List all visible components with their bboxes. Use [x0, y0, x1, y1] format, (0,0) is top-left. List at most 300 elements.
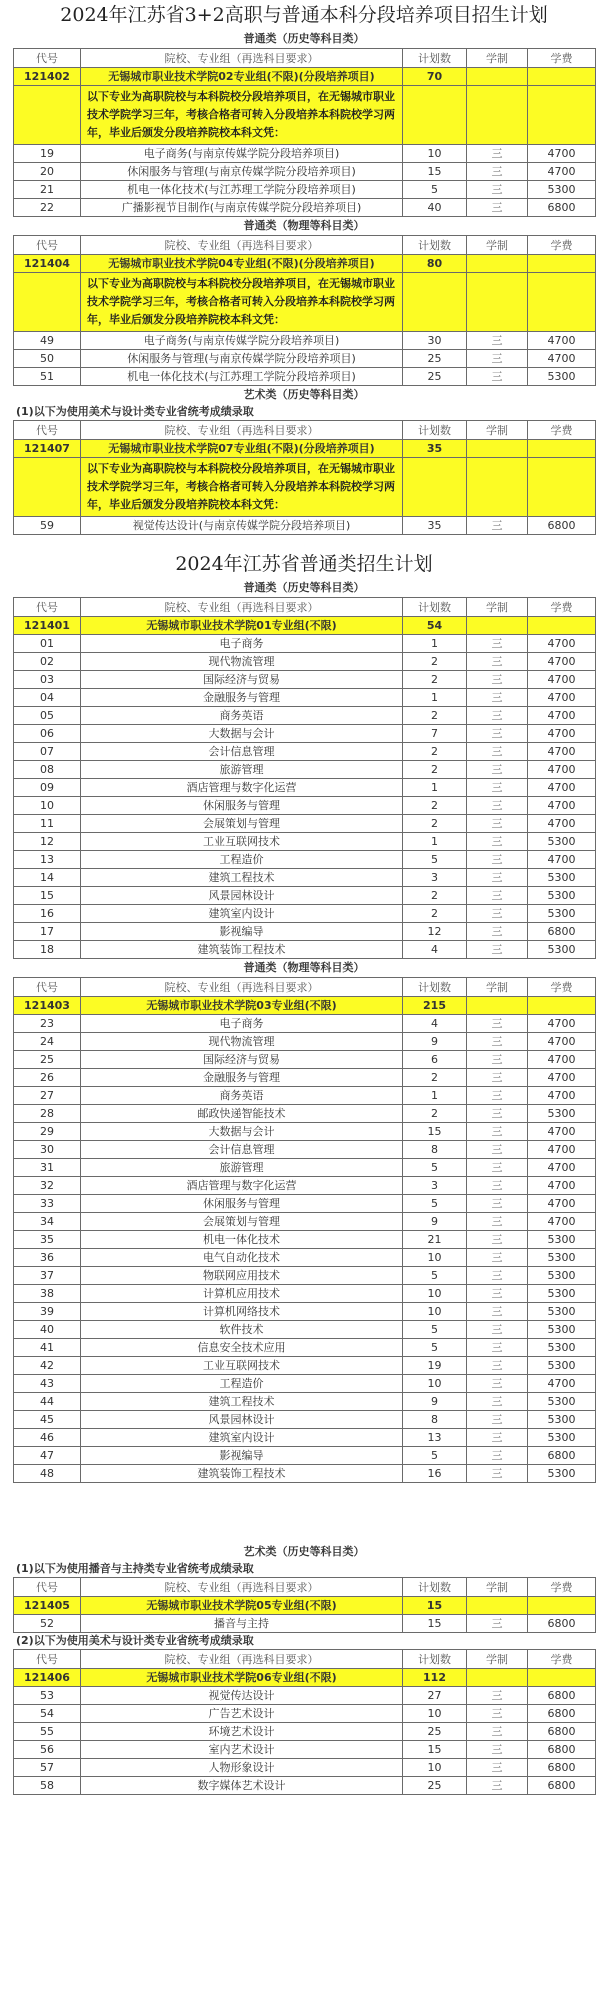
cell-years: 三 [467, 1123, 528, 1141]
table-row [14, 350, 596, 368]
cell-years: 三 [467, 1465, 528, 1483]
table-row [14, 1321, 596, 1339]
part-art [0, 1543, 608, 1795]
group-plan: 80 [403, 255, 467, 273]
cell-years: 三 [467, 1759, 528, 1777]
cell-major: 休闲服务与管理(与南京传媒学院分段培养项目) [81, 350, 403, 368]
table-row [14, 1141, 596, 1159]
cell-code: 46 [14, 1429, 81, 1447]
cell-code: 19 [14, 145, 81, 163]
cell-plan: 25 [403, 350, 467, 368]
cell-fee: 4700 [528, 779, 596, 797]
section-note: (1)以下为使用美术与设计类专业省统考成绩录取 [16, 405, 254, 418]
table-row [14, 1723, 596, 1741]
cell-major: 金融服务与管理 [81, 1069, 403, 1087]
cell-plan: 2 [403, 707, 467, 725]
desc-blank-plan [403, 458, 467, 517]
table-row [14, 725, 596, 743]
cell-code: 50 [14, 350, 81, 368]
cell-fee: 5300 [528, 941, 596, 959]
cell-years: 三 [467, 887, 528, 905]
cell-fee: 5300 [528, 1411, 596, 1429]
cell-major: 大数据与会计 [81, 725, 403, 743]
cell-fee: 6800 [528, 517, 596, 535]
cell-fee: 6800 [528, 199, 596, 217]
cell-fee: 4700 [528, 1033, 596, 1051]
cell-plan: 21 [403, 1231, 467, 1249]
desc-blank-years [467, 273, 528, 332]
cell-plan: 5 [403, 851, 467, 869]
cell-major: 会计信息管理 [81, 743, 403, 761]
cell-code: 56 [14, 1741, 81, 1759]
cell-plan: 5 [403, 181, 467, 199]
cell-plan: 5 [403, 1159, 467, 1177]
cell-plan: 1 [403, 833, 467, 851]
cell-fee: 5300 [528, 368, 596, 386]
table-row [14, 635, 596, 653]
cell-code: 32 [14, 1177, 81, 1195]
group-name: 无锡城市职业技术学院07专业组(不限)(分段培养项目) [81, 440, 403, 458]
group-years [467, 1669, 528, 1687]
cell-major: 室内艺术设计 [81, 1741, 403, 1759]
cell-fee: 6800 [528, 1723, 596, 1741]
desc-blank-plan [403, 273, 467, 332]
cell-fee: 4700 [528, 725, 596, 743]
cell-major: 计算机应用技术 [81, 1285, 403, 1303]
desc-blank-code [14, 86, 81, 145]
group-fee [528, 617, 596, 635]
cell-code: 26 [14, 1069, 81, 1087]
cell-plan: 1 [403, 689, 467, 707]
cell-major: 信息安全技术应用 [81, 1339, 403, 1357]
cell-years: 三 [467, 1141, 528, 1159]
cell-years: 三 [467, 1321, 528, 1339]
cell-plan: 10 [403, 1759, 467, 1777]
cell-plan: 3 [403, 869, 467, 887]
cell-major: 电子商务(与南京传媒学院分段培养项目) [81, 332, 403, 350]
table-row [14, 653, 596, 671]
group-fee [528, 68, 596, 86]
cell-code: 02 [14, 653, 81, 671]
header-years: 学制 [467, 978, 528, 997]
header-plan: 计划数 [403, 49, 467, 68]
cell-major: 会展策划与管理 [81, 815, 403, 833]
cell-plan: 2 [403, 743, 467, 761]
header-plan: 计划数 [403, 421, 467, 440]
header-fee: 学费 [528, 236, 596, 255]
cell-code: 25 [14, 1051, 81, 1069]
table-row [14, 743, 596, 761]
cell-code: 17 [14, 923, 81, 941]
table-row [14, 1159, 596, 1177]
cell-years: 三 [467, 1159, 528, 1177]
cell-fee: 4700 [528, 1213, 596, 1231]
plan-table [13, 48, 596, 217]
group-years [467, 1597, 528, 1615]
cell-code: 01 [14, 635, 81, 653]
cell-plan: 25 [403, 1723, 467, 1741]
group-row [14, 255, 596, 273]
cell-years: 三 [467, 181, 528, 199]
group-fee [528, 997, 596, 1015]
cell-code: 33 [14, 1195, 81, 1213]
cell-major: 邮政快递智能技术 [81, 1105, 403, 1123]
cell-major: 机电一体化技术(与江苏理工学院分段培养项目) [81, 368, 403, 386]
table-row [14, 707, 596, 725]
cell-years: 三 [467, 145, 528, 163]
group-description: 以下专业为高职院校与本科院校分段培养项目，在无锡城市职业技术学院学习三年，考核合格者可转入分段培养本科院校学习两年，毕业后颁发分段培养院校本科文凭： [81, 273, 403, 332]
table-row [14, 1429, 596, 1447]
cell-plan: 2 [403, 653, 467, 671]
cell-years: 三 [467, 833, 528, 851]
cell-years: 三 [467, 941, 528, 959]
cell-plan: 1 [403, 635, 467, 653]
table-row [14, 1741, 596, 1759]
table-row [14, 199, 596, 217]
cell-major: 大数据与会计 [81, 1123, 403, 1141]
group-plan: 15 [403, 1597, 467, 1615]
cell-years: 三 [467, 350, 528, 368]
cell-code: 06 [14, 725, 81, 743]
cell-fee: 4700 [528, 743, 596, 761]
cell-major: 播音与主持 [81, 1615, 403, 1633]
header-fee: 学费 [528, 1650, 596, 1669]
cell-code: 43 [14, 1375, 81, 1393]
cell-plan: 7 [403, 725, 467, 743]
table-row [14, 1357, 596, 1375]
cell-code: 07 [14, 743, 81, 761]
desc-blank-years [467, 86, 528, 145]
cell-major: 软件技术 [81, 1321, 403, 1339]
cell-code: 44 [14, 1393, 81, 1411]
group-plan: 70 [403, 68, 467, 86]
cell-fee: 4700 [528, 1177, 596, 1195]
cell-plan: 1 [403, 1087, 467, 1105]
cell-years: 三 [467, 1447, 528, 1465]
cell-fee: 5300 [528, 1393, 596, 1411]
group-fee [528, 255, 596, 273]
cell-fee: 4700 [528, 707, 596, 725]
cell-plan: 5 [403, 1267, 467, 1285]
cell-major: 现代物流管理 [81, 1033, 403, 1051]
cell-fee: 5300 [528, 1339, 596, 1357]
header-plan: 计划数 [403, 236, 467, 255]
cell-major: 视觉传达设计(与南京传媒学院分段培养项目) [81, 517, 403, 535]
header-fee: 学费 [528, 1578, 596, 1597]
table-row [14, 1123, 596, 1141]
group-years [467, 68, 528, 86]
cell-years: 三 [467, 653, 528, 671]
cell-plan: 10 [403, 145, 467, 163]
cell-fee: 4700 [528, 797, 596, 815]
group-years [467, 617, 528, 635]
category-heading: 艺术类（历史等科目类） [243, 388, 365, 401]
cell-years: 三 [467, 332, 528, 350]
table-row [14, 833, 596, 851]
cell-major: 酒店管理与数字化运营 [81, 779, 403, 797]
table-row [14, 517, 596, 535]
plan-table [13, 235, 596, 386]
table-row [14, 1615, 596, 1633]
table-row [14, 1249, 596, 1267]
cell-major: 国际经济与贸易 [81, 671, 403, 689]
desc-blank-code [14, 273, 81, 332]
table-header-row [14, 236, 596, 255]
cell-plan: 5 [403, 1339, 467, 1357]
cell-code: 30 [14, 1141, 81, 1159]
table-header-row [14, 598, 596, 617]
cell-years: 三 [467, 635, 528, 653]
table-row [14, 1465, 596, 1483]
table-row [14, 368, 596, 386]
cell-code: 03 [14, 671, 81, 689]
cell-years: 三 [467, 1687, 528, 1705]
cell-years: 三 [467, 743, 528, 761]
cell-code: 40 [14, 1321, 81, 1339]
cell-fee: 4700 [528, 635, 596, 653]
group-row [14, 1597, 596, 1615]
group-code: 121401 [14, 617, 81, 635]
cell-years: 三 [467, 1069, 528, 1087]
cell-code: 05 [14, 707, 81, 725]
section-note: (2)以下为使用美术与设计类专业省统考成绩录取 [16, 1634, 254, 1647]
table-row [14, 923, 596, 941]
cell-years: 三 [467, 923, 528, 941]
cell-plan: 2 [403, 671, 467, 689]
cell-code: 59 [14, 517, 81, 535]
cell-plan: 30 [403, 332, 467, 350]
header-years: 学制 [467, 598, 528, 617]
group-name: 无锡城市职业技术学院05专业组(不限) [81, 1597, 403, 1615]
group-fee [528, 440, 596, 458]
table-row [14, 887, 596, 905]
header-code: 代号 [14, 598, 81, 617]
cell-major: 建筑工程技术 [81, 869, 403, 887]
cell-major: 人物形象设计 [81, 1759, 403, 1777]
group-desc-row [14, 86, 596, 145]
cell-code: 48 [14, 1465, 81, 1483]
cell-major: 商务英语 [81, 707, 403, 725]
table-row [14, 1033, 596, 1051]
cell-plan: 19 [403, 1357, 467, 1375]
group-description: 以下专业为高职院校与本科院校分段培养项目，在无锡城市职业技术学院学习三年，考核合格者可转入分段培养本科院校学习两年，毕业后颁发分段培养院校本科文凭： [81, 458, 403, 517]
table-row [14, 941, 596, 959]
cell-fee: 5300 [528, 1105, 596, 1123]
cell-years: 三 [467, 1231, 528, 1249]
cell-code: 34 [14, 1213, 81, 1231]
header-name: 院校、专业组（再选科目要求） [81, 236, 403, 255]
cell-fee: 6800 [528, 1615, 596, 1633]
cell-fee: 5300 [528, 1465, 596, 1483]
cell-code: 39 [14, 1303, 81, 1321]
cell-code: 37 [14, 1267, 81, 1285]
group-fee [528, 1597, 596, 1615]
cell-years: 三 [467, 1723, 528, 1741]
group-name: 无锡城市职业技术学院02专业组(不限)(分段培养项目) [81, 68, 403, 86]
table-row [14, 1177, 596, 1195]
cell-plan: 9 [403, 1393, 467, 1411]
cell-major: 工程造价 [81, 1375, 403, 1393]
cell-fee: 4700 [528, 1375, 596, 1393]
cell-major: 物联网应用技术 [81, 1267, 403, 1285]
cell-years: 三 [467, 671, 528, 689]
group-row [14, 617, 596, 635]
cell-fee: 4700 [528, 332, 596, 350]
table-row [14, 869, 596, 887]
group-code: 121407 [14, 440, 81, 458]
group-code: 121404 [14, 255, 81, 273]
cell-fee: 5300 [528, 1303, 596, 1321]
group-plan: 35 [403, 440, 467, 458]
cell-major: 电气自动化技术 [81, 1249, 403, 1267]
cell-plan: 15 [403, 1741, 467, 1759]
cell-years: 三 [467, 1051, 528, 1069]
group-name: 无锡城市职业技术学院04专业组(不限)(分段培养项目) [81, 255, 403, 273]
cell-code: 31 [14, 1159, 81, 1177]
part-3plus2 [0, 30, 608, 535]
cell-years: 三 [467, 1015, 528, 1033]
cell-fee: 6800 [528, 1759, 596, 1777]
cell-major: 影视编导 [81, 1447, 403, 1465]
cell-plan: 15 [403, 1615, 467, 1633]
cell-plan: 9 [403, 1033, 467, 1051]
cell-plan: 9 [403, 1213, 467, 1231]
cell-years: 三 [467, 779, 528, 797]
table-row [14, 1777, 596, 1795]
cell-code: 49 [14, 332, 81, 350]
category-heading: 普通类（物理等科目类） [243, 961, 365, 974]
table-row [14, 145, 596, 163]
category-heading: 普通类（历史等科目类） [243, 32, 365, 45]
cell-code: 08 [14, 761, 81, 779]
header-name: 院校、专业组（再选科目要求） [81, 1578, 403, 1597]
cell-fee: 5300 [528, 1357, 596, 1375]
cell-major: 计算机网络技术 [81, 1303, 403, 1321]
cell-code: 42 [14, 1357, 81, 1375]
cell-major: 影视编导 [81, 923, 403, 941]
header-code: 代号 [14, 49, 81, 68]
header-name: 院校、专业组（再选科目要求） [81, 978, 403, 997]
cell-years: 三 [467, 1741, 528, 1759]
cell-plan: 15 [403, 1123, 467, 1141]
table-row [14, 851, 596, 869]
group-row [14, 68, 596, 86]
cell-years: 三 [467, 1339, 528, 1357]
table-row [14, 332, 596, 350]
header-plan: 计划数 [403, 598, 467, 617]
cell-plan: 5 [403, 1321, 467, 1339]
cell-years: 三 [467, 1087, 528, 1105]
cell-code: 22 [14, 199, 81, 217]
title-general: 2024年江苏省普通类招生计划 [175, 553, 433, 575]
cell-fee: 4700 [528, 1015, 596, 1033]
cell-code: 47 [14, 1447, 81, 1465]
cell-plan: 8 [403, 1411, 467, 1429]
cell-years: 三 [467, 1705, 528, 1723]
cell-plan: 13 [403, 1429, 467, 1447]
cell-years: 三 [467, 1249, 528, 1267]
table-row [14, 1051, 596, 1069]
header-plan: 计划数 [403, 978, 467, 997]
group-name: 无锡城市职业技术学院06专业组(不限) [81, 1669, 403, 1687]
table-row [14, 1285, 596, 1303]
header-name: 院校、专业组（再选科目要求） [81, 421, 403, 440]
cell-code: 21 [14, 181, 81, 199]
cell-years: 三 [467, 1411, 528, 1429]
cell-major: 休闲服务与管理(与南京传媒学院分段培养项目) [81, 163, 403, 181]
header-years: 学制 [467, 49, 528, 68]
cell-fee: 6800 [528, 1705, 596, 1723]
cell-fee: 5300 [528, 905, 596, 923]
cell-major: 环境艺术设计 [81, 1723, 403, 1741]
cell-major: 风景园林设计 [81, 887, 403, 905]
cell-plan: 5 [403, 1447, 467, 1465]
cell-years: 三 [467, 199, 528, 217]
cell-code: 35 [14, 1231, 81, 1249]
table-row [14, 905, 596, 923]
group-row [14, 1669, 596, 1687]
cell-code: 29 [14, 1123, 81, 1141]
cell-plan: 12 [403, 923, 467, 941]
group-row [14, 997, 596, 1015]
header-code: 代号 [14, 1650, 81, 1669]
table-row [14, 1411, 596, 1429]
plan-table [13, 597, 596, 959]
table-row [14, 1213, 596, 1231]
header-plan: 计划数 [403, 1650, 467, 1669]
cell-fee: 5300 [528, 833, 596, 851]
table-header-row [14, 1650, 596, 1669]
cell-fee: 6800 [528, 1741, 596, 1759]
table-row [14, 779, 596, 797]
cell-major: 商务英语 [81, 1087, 403, 1105]
cell-plan: 3 [403, 1177, 467, 1195]
plan-table [13, 1649, 596, 1795]
cell-fee: 4700 [528, 689, 596, 707]
plan-table [13, 420, 596, 535]
cell-plan: 4 [403, 1015, 467, 1033]
cell-code: 20 [14, 163, 81, 181]
desc-blank-fee [528, 458, 596, 517]
cell-major: 广告艺术设计 [81, 1705, 403, 1723]
cell-major: 风景园林设计 [81, 1411, 403, 1429]
table-row [14, 1087, 596, 1105]
cell-major: 休闲服务与管理 [81, 797, 403, 815]
cell-code: 24 [14, 1033, 81, 1051]
cell-fee: 5300 [528, 869, 596, 887]
header-name: 院校、专业组（再选科目要求） [81, 598, 403, 617]
header-name: 院校、专业组（再选科目要求） [81, 49, 403, 68]
header-fee: 学费 [528, 978, 596, 997]
table-row [14, 1195, 596, 1213]
cell-years: 三 [467, 725, 528, 743]
cell-years: 三 [467, 1177, 528, 1195]
group-plan: 215 [403, 997, 467, 1015]
cell-fee: 5300 [528, 1231, 596, 1249]
group-code: 121403 [14, 997, 81, 1015]
cell-fee: 4700 [528, 350, 596, 368]
cell-fee: 5300 [528, 1267, 596, 1285]
table-header-row [14, 421, 596, 440]
cell-major: 视觉传达设计 [81, 1687, 403, 1705]
table-row [14, 761, 596, 779]
category-heading: 普通类（物理等科目类） [243, 219, 365, 232]
cell-fee: 6800 [528, 1777, 596, 1795]
cell-plan: 10 [403, 1285, 467, 1303]
cell-fee: 4700 [528, 163, 596, 181]
header-code: 代号 [14, 236, 81, 255]
cell-fee: 4700 [528, 1141, 596, 1159]
